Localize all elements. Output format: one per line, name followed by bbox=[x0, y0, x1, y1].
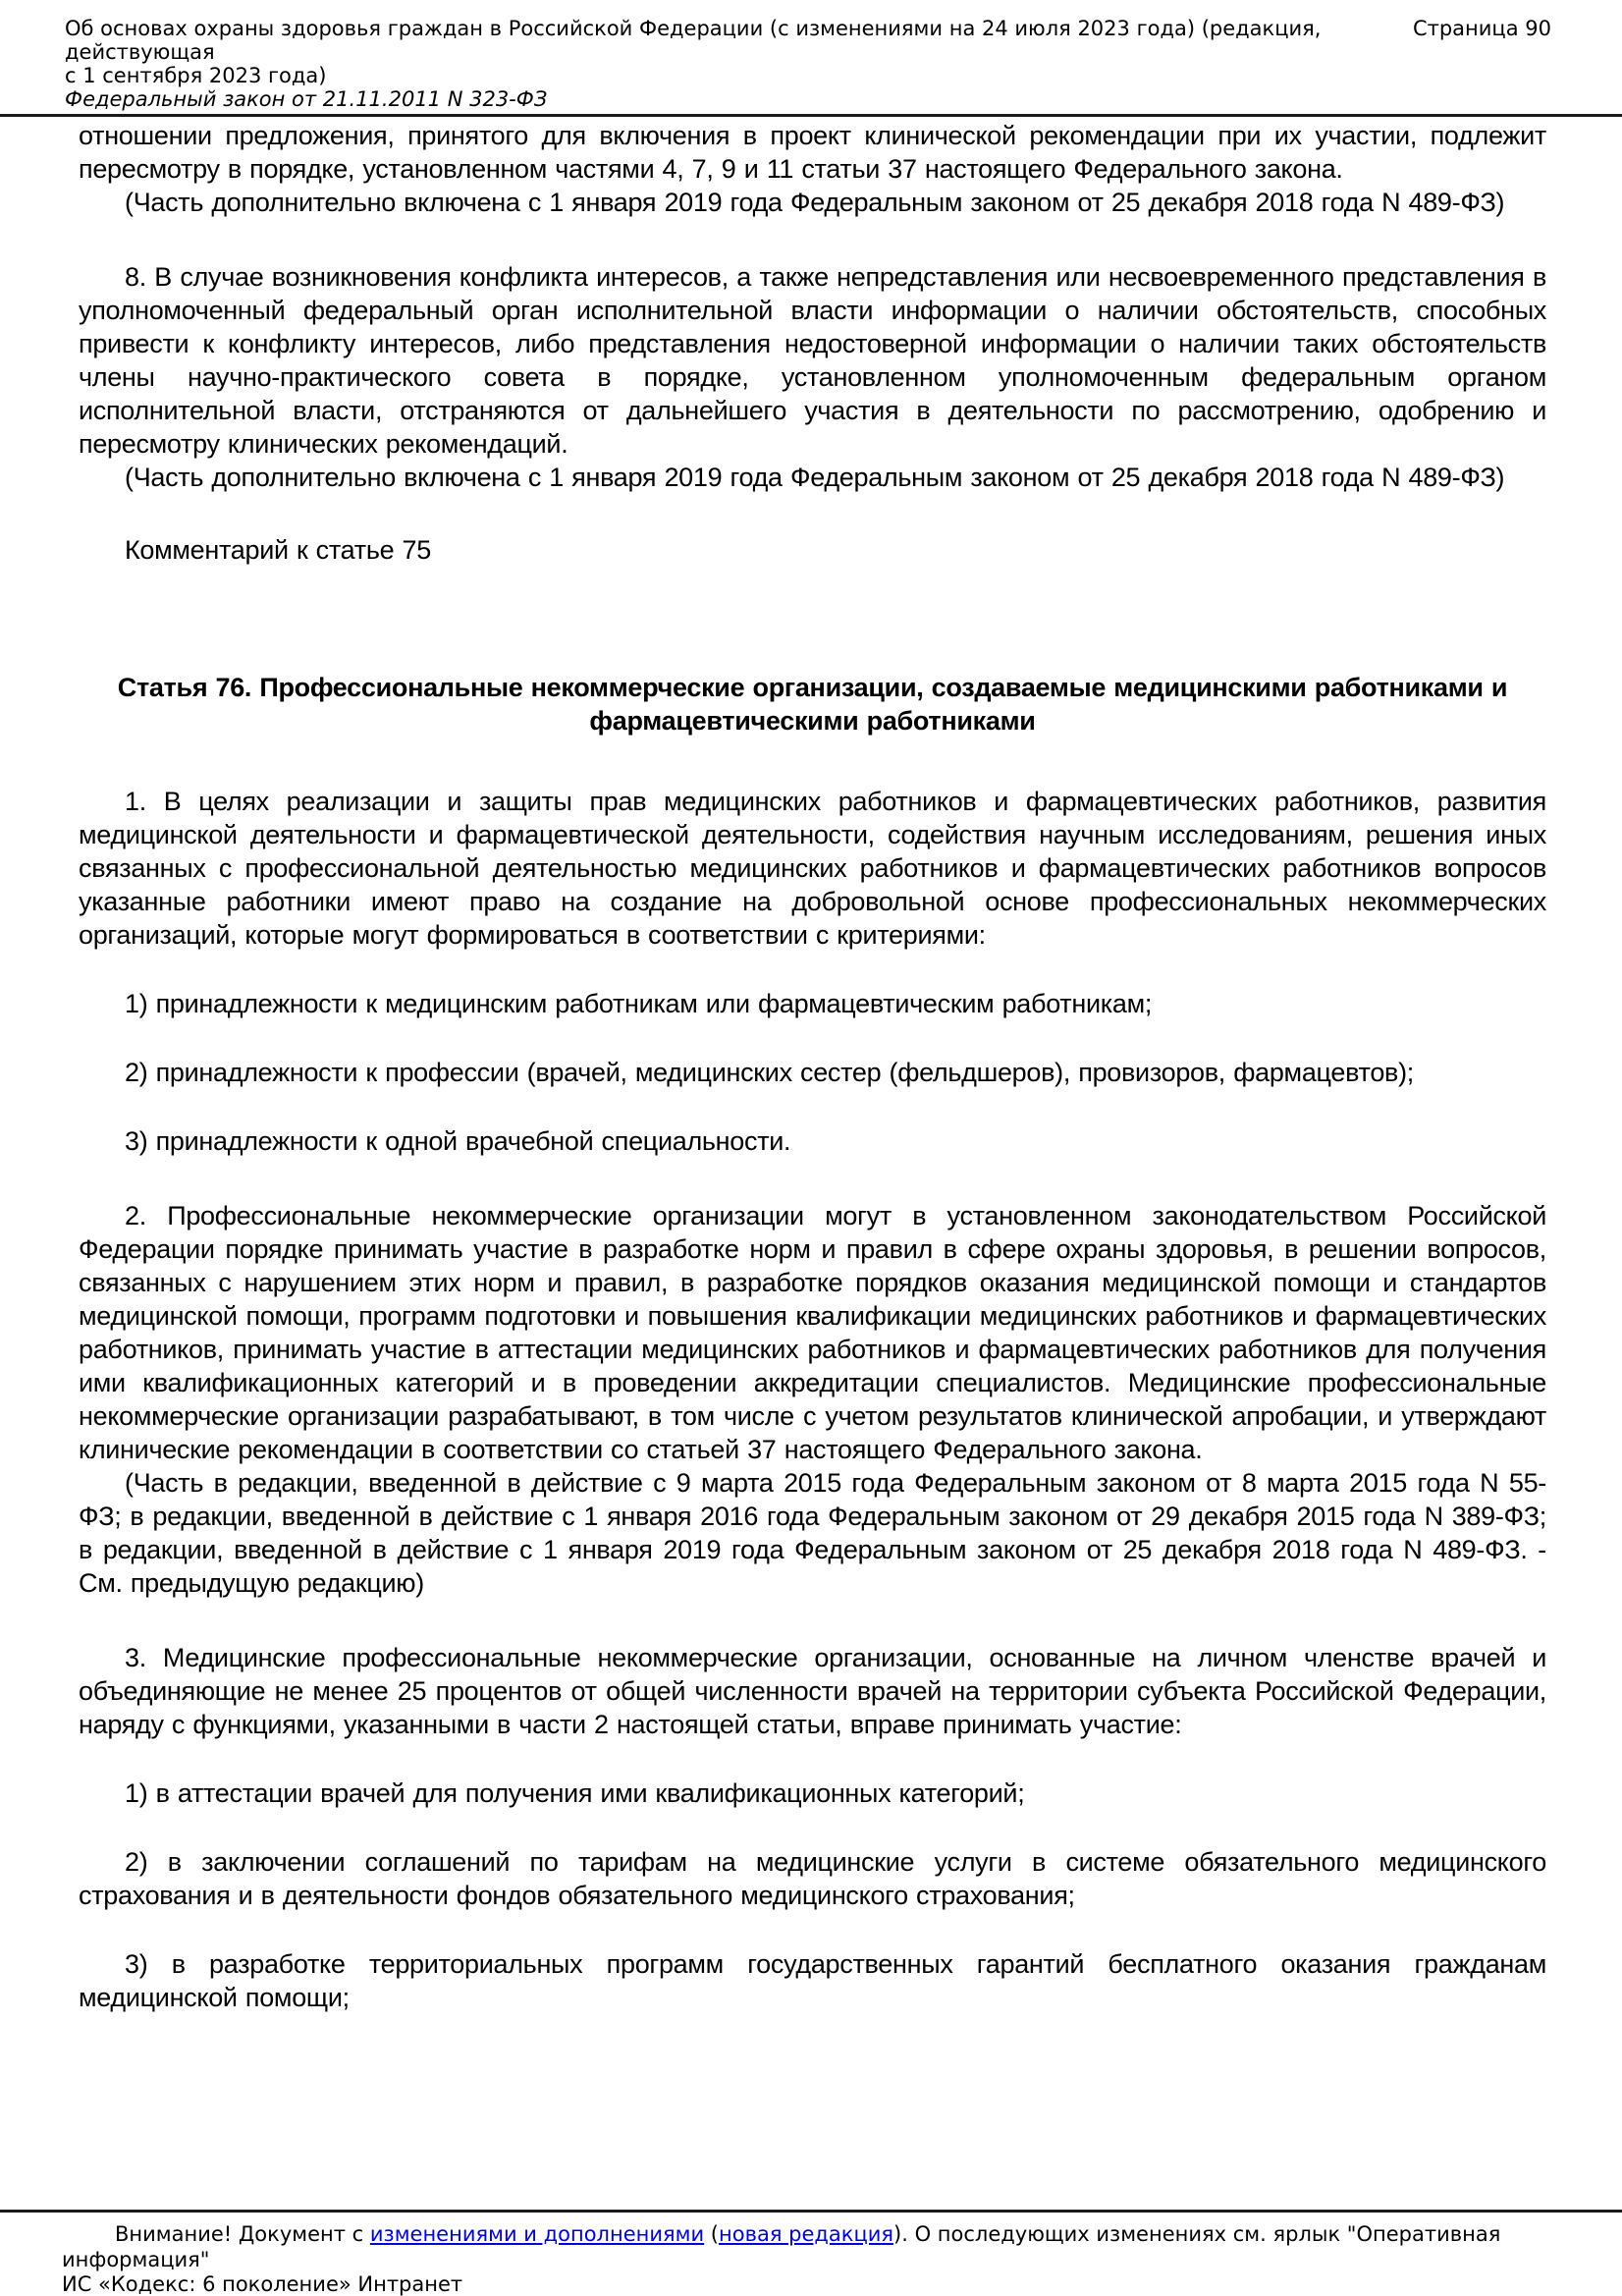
paragraph: 8. В случае возникновения конфликта интересов, а также непредставления или несвоевременного представления в уполномоченный федеральный орган исполнительной власти информации о наличии обстоятельств, способных привести к конфликту интересов, либо представления недостоверной информации о наличии таких обстоятельств члены научно-практического совета в порядке, установленном уполномоченным федеральным органом исполнительной власти, отстраняются от дальнейшего участия в деятельности по рассмотрению, одобрению и пересмотру клинических рекомендаций. bbox=[79, 262, 1546, 459]
footer-notice bbox=[62, 2222, 1557, 2272]
paragraph: 1) принадлежности к медицинским работникам или фармацевтическим работникам; bbox=[125, 989, 1153, 1018]
document-subtitle: Федеральный закон от 21.11.2011 N 323-ФЗ bbox=[65, 87, 548, 111]
paragraph: 2. Профессиональные некоммерческие организации могут в установленном законодательством Российской Федерации порядке принимать участие в разработке норм и правил в сфере охраны здоровья, в решении вопросов, связанных с нарушением этих норм и правил, в разработке порядков оказания медицинской помощи и стандартов медицинской помощи, программ подготовки и повышения квалификации медицинских работников и фармацевтических работников, принимать участие в аттестации медицинских работников и фармацевтических работников для получения ими квалификационных категорий и в проведении аккредитации специалистов. Медицинские профессиональные некоммерческие организации разрабатывают, в том числе с учетом результатов клинической апробации, и утверждают клинические рекомендации в соответствии со статьей 37 настоящего Федерального закона. bbox=[79, 1201, 1546, 1464]
paragraph: 2) в заключении соглашений по тарифам на медицинские услуги в системе обязательного медицинского страхования и в деятельности фондов обязательного медицинского страхования; bbox=[79, 1847, 1546, 1910]
document-footer bbox=[62, 2222, 1557, 2296]
document-title-block bbox=[65, 17, 1380, 111]
document-title-line1: Об основах охраны здоровья граждан в Российской Федерации (с изменениями на 24 июля 2023 года) (редакция, действующая bbox=[65, 17, 1322, 64]
paragraph: 3) принадлежности к одной врачебной специальности. bbox=[125, 1126, 791, 1156]
paragraph: отношении предложения, принятого для включения в проект клинической рекомендации при их участии, подлежит пересмотру в порядке, установленном частями 4, 7, 9 и 11 статьи 37 настоящего Федерального закона. bbox=[79, 121, 1546, 184]
paragraph: (Часть дополнительно включена с 1 января 2019 года Федеральным законом от 25 декабря 2018 года N 489-ФЗ) bbox=[125, 188, 1505, 217]
amendments-link[interactable]: изменениями и дополнениями bbox=[369, 2222, 705, 2246]
paragraph: 3) в разработке территориальных программ государственных гарантий бесплатного оказания гражданам медицинской помощи; bbox=[79, 1949, 1546, 2012]
article-heading: Статья 76. Профессиональные некоммерческие организации, создаваемые медицинскими работниками и фармацевтическими работниками bbox=[117, 673, 1508, 736]
footer-notice-prefix: Внимание! Документ с bbox=[115, 2222, 370, 2246]
header-divider bbox=[0, 114, 1622, 117]
new-edition-link[interactable]: новая редакция bbox=[719, 2222, 894, 2246]
paragraph: (Часть дополнительно включена с 1 января 2019 года Федеральным законом от 25 декабря 2018 года N 489-ФЗ) bbox=[125, 463, 1505, 492]
footer-notice-suffix: ). О последующих изменениях см. ярлык "Оперативная информация" bbox=[62, 2222, 1501, 2271]
document-title-line2: с 1 сентября 2023 года) bbox=[65, 64, 327, 87]
document-body bbox=[79, 119, 1546, 2014]
paragraph: 1. В целях реализации и защиты прав медицинских работников и фармацевтических работников, развития медицинской деятельности и фармацевтической деятельности, содействия научным исследованиям, решения иных связанных с профессиональной деятельностью медицинских работников и фармацевтических работников вопросов указанные работники имеют право на создание на добровольной основе профессиональных некоммерческих организаций, которые могут формироваться в соответствии с критериями: bbox=[79, 787, 1546, 950]
footer-divider bbox=[0, 2210, 1622, 2213]
footer-notice-between: ( bbox=[704, 2222, 719, 2246]
paragraph: 3. Медицинские профессиональные некоммерческие организации, основанные на личном членстве врачей и объединяющие не менее 25 процентов от общей численности врачей на территории субъекта Российской Федерации, наряду с функциями, указанными в части 2 настоящей статьи, вправе принимать участие: bbox=[79, 1643, 1546, 1739]
paragraph: 1) в аттестации врачей для получения ими квалификационных категорий; bbox=[125, 1778, 1025, 1808]
system-label: ИС «Кодекс: 6 поколение» Интранет bbox=[62, 2272, 463, 2296]
paragraph: (Часть в редакции, введенной в действие с 9 марта 2015 года Федеральным законом от 8 марта 2015 года N 55-ФЗ; в редакции, введенной в действие с 1 января 2016 года Федеральным законом от 29 декабря 2015 года N 389-ФЗ; в редакции, введенной в действие с 1 января 2019 года Федеральным законом от 25 декабря 2018 года N 489-ФЗ. - См. предыдущую редакцию) bbox=[79, 1468, 1546, 1598]
page-number-label: Страница 90 bbox=[1412, 17, 1551, 40]
document-header bbox=[65, 17, 1551, 111]
paragraph: 2) принадлежности к профессии (врачей, медицинских сестер (фельдшеров), провизоров, фармацевтов); bbox=[125, 1058, 1414, 1087]
paragraph: Комментарий к статье 75 bbox=[125, 535, 431, 565]
